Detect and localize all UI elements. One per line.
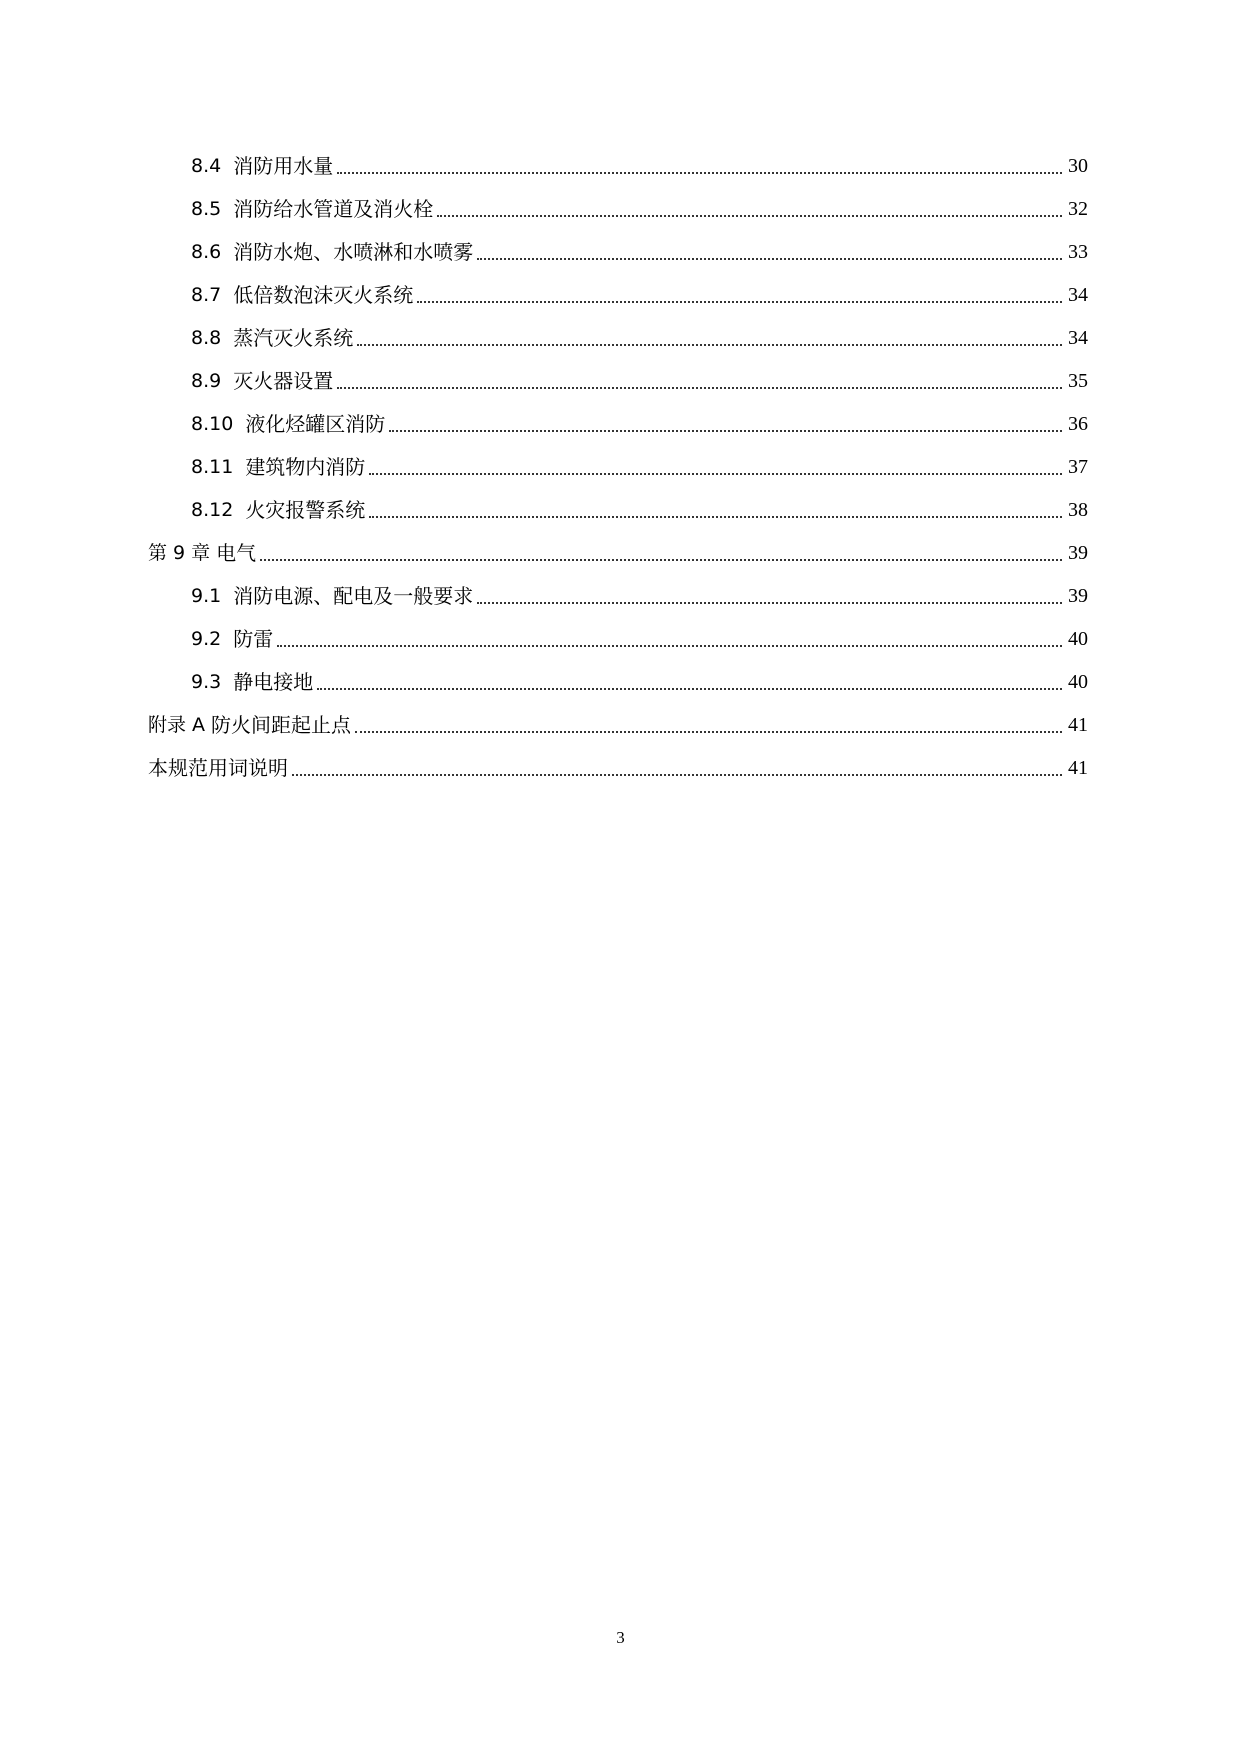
dot-leader [417,300,1062,303]
toc-entry-title: 消防用水量 [233,154,334,178]
toc-entry-page: 41 [1068,757,1088,779]
page-number: 3 [616,1628,625,1647]
toc-entry-page: 35 [1068,370,1088,392]
dot-leader [357,343,1062,346]
toc-entry-number: 8.8 [191,327,222,349]
toc-entry-page: 36 [1068,413,1088,435]
toc-entry-page: 37 [1068,456,1088,478]
toc-entry-page: 33 [1068,241,1088,263]
toc-entry-number: 8.5 [191,198,222,220]
toc-entry[interactable] [148,394,1088,437]
toc-entry-title: 消防水炮、水喷淋和水喷雾 [233,240,474,264]
toc-entry-title: 防雷 [233,627,274,651]
toc-entry-page: 30 [1068,155,1088,177]
toc-entry[interactable] [148,609,1088,652]
toc-entry[interactable] [148,308,1088,351]
toc-entry-page: 32 [1068,198,1088,220]
toc-entry-title: 低倍数泡沫灭火系统 [233,283,414,307]
toc-entry-title: 消防电源、配电及一般要求 [233,584,474,608]
toc-entry-number: 9.1 [191,585,222,607]
toc-entry-title: 液化烃罐区消防 [245,412,386,436]
toc-entry-page: 34 [1068,327,1088,349]
toc-entry[interactable] [148,566,1088,609]
toc-entry-title: 消防给水管道及消火栓 [233,197,434,221]
toc-entry-title: 建筑物内消防 [245,455,366,479]
toc-entry[interactable] [148,179,1088,222]
toc-appendix-entry[interactable] [148,695,1088,738]
dot-leader [477,601,1062,604]
toc-chapter-entry[interactable] [148,523,1088,566]
dot-leader [277,644,1062,647]
toc-entry-title: 防火间距起止点 [211,713,352,737]
dot-leader [369,472,1062,475]
toc-entry-number: 8.12 [191,499,234,521]
dot-leader [317,687,1062,690]
dot-leader [260,558,1062,561]
toc-terms-entry[interactable] [148,738,1088,781]
toc-entry-number: 8.9 [191,370,222,392]
toc-entry[interactable] [148,480,1088,523]
toc-entry[interactable] [148,222,1088,265]
toc-entry-number: 8.11 [191,456,234,478]
toc-entry-title: 蒸汽灭火系统 [233,326,354,350]
toc-entry-number: 附录 A [148,714,206,736]
toc-entry-number: 8.4 [191,155,222,177]
dot-leader [292,773,1062,776]
toc-entry[interactable] [148,351,1088,394]
toc-entry-number: 第 9 章 [148,542,211,564]
dot-leader [355,730,1062,733]
toc-entry-title: 静电接地 [233,670,314,694]
toc-entry-page: 40 [1068,628,1088,650]
toc-entry-page: 40 [1068,671,1088,693]
dot-leader [369,515,1062,518]
toc-entry-title: 本规范用词说明 [148,756,288,780]
toc-entry-number: 8.10 [191,413,234,435]
toc-entry-title: 火灾报警系统 [245,498,366,522]
dot-leader [337,171,1062,174]
toc-entry-title: 灭火器设置 [233,369,334,393]
toc-entry[interactable] [148,652,1088,695]
dot-leader [389,429,1062,432]
toc-entry[interactable] [148,265,1088,308]
dot-leader [477,257,1062,260]
toc-entry-page: 39 [1068,542,1088,564]
toc-entry-number: 9.3 [191,671,222,693]
toc-entry-number: 8.7 [191,284,222,306]
toc-entry-number: 8.6 [191,241,222,263]
dot-leader [337,386,1062,389]
toc-entry-page: 39 [1068,585,1088,607]
toc-entry-page: 38 [1068,499,1088,521]
toc-entry-title: 电气 [216,541,257,565]
toc-entry[interactable] [148,136,1088,179]
toc-entry-number: 9.2 [191,628,222,650]
toc-entry-page: 34 [1068,284,1088,306]
table-of-contents [148,136,1088,781]
dot-leader [437,214,1062,217]
toc-entry-page: 41 [1068,714,1088,736]
toc-entry[interactable] [148,437,1088,480]
